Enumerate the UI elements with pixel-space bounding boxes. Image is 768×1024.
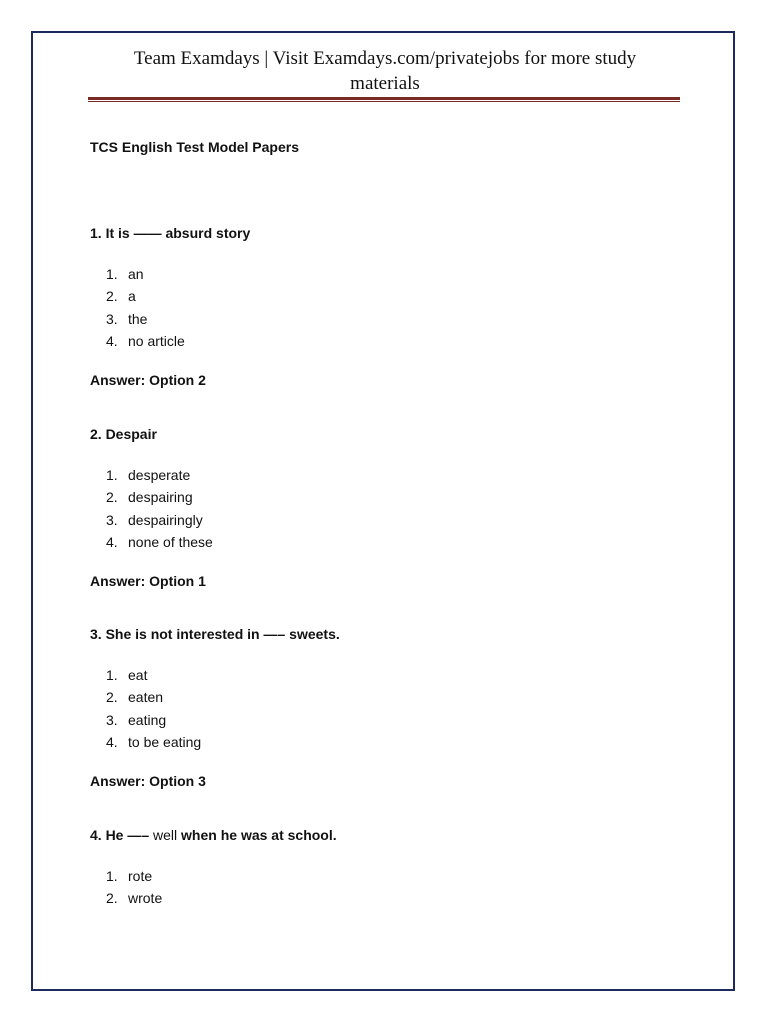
question-block-3 (90, 626, 680, 789)
header-line-2: materials (350, 73, 420, 94)
option-item: 3. despairingly (106, 511, 203, 528)
option-item: 4. no article (106, 332, 185, 349)
question-block-1 (90, 225, 680, 388)
option-item: 2. despairing (106, 489, 193, 506)
header-line-1: Team Examdays | Visit Examdays.com/privatejobs for more study (133, 48, 637, 69)
option-item: 1. desperate (106, 467, 191, 483)
option-item: 3. eating (106, 711, 167, 728)
question-block-4 (90, 827, 680, 910)
option-list (90, 464, 680, 553)
option-item: 2. eaten (106, 689, 164, 706)
page-header (90, 46, 680, 96)
question-text: 3. She is not interested in —– sweets. (90, 626, 340, 642)
document-title: TCS English Test Model Papers (90, 139, 300, 155)
header-divider (88, 97, 680, 100)
question-text: 2. Despair (90, 426, 157, 442)
option-item: 2. a (106, 288, 136, 305)
header-divider-thin (88, 101, 680, 102)
option-item: 4. to be eating (106, 733, 202, 750)
answer-text: Answer: Option 3 (90, 773, 206, 790)
option-item: 1. rote (106, 868, 153, 884)
option-item: 2. wrote (106, 890, 163, 907)
question-text: 1. It is —— absurd story (90, 225, 251, 241)
answer-text: Answer: Option 2 (90, 372, 206, 389)
question-block-2 (90, 426, 680, 589)
option-item: 4. none of these (106, 533, 213, 550)
option-item: 1. eat (106, 667, 148, 683)
question-text: 4. He —– well when he was at school. (90, 827, 337, 843)
option-list (90, 263, 680, 352)
option-item: 1. an (106, 266, 144, 282)
option-list (90, 664, 680, 753)
option-item: 3. the (106, 310, 148, 327)
option-list (90, 865, 680, 910)
answer-text: Answer: Option 1 (90, 573, 206, 590)
